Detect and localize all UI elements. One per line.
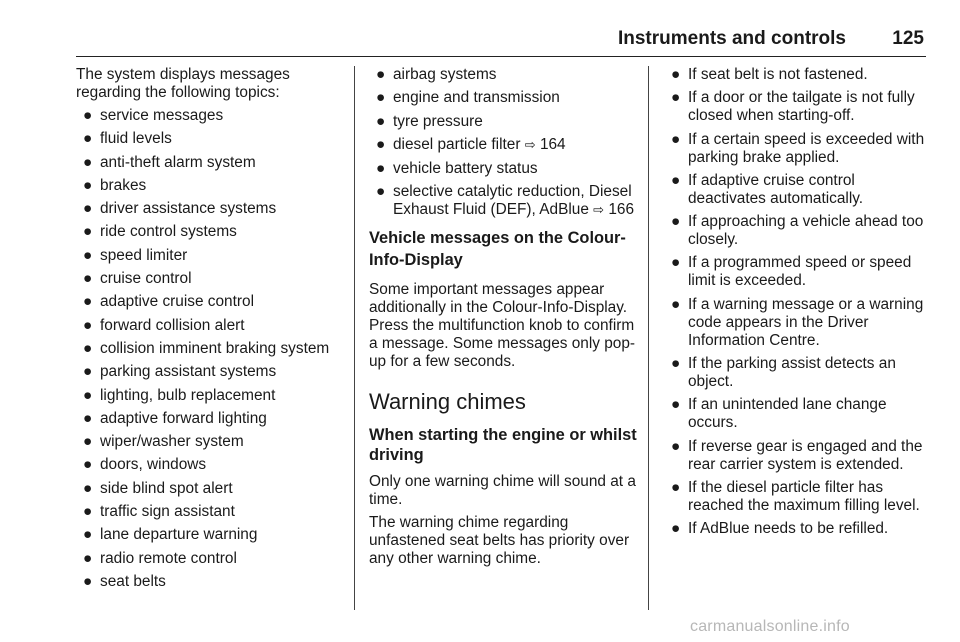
bullet-icon: ●: [83, 176, 93, 194]
list-item: ● selective catalytic reduction, Diesel Exhaust Fluid (DEF), AdBlue ⇨ 166: [376, 183, 635, 219]
chime-conditions-list: [664, 66, 932, 538]
list-item: ● doors, windows: [83, 456, 207, 474]
page-ref-link[interactable]: 164: [539, 135, 566, 153]
bullet-icon: ●: [671, 89, 681, 107]
bullet-icon: ●: [83, 339, 93, 357]
list-item: ● If seat belt is not fastened.: [671, 66, 868, 83]
list-item: ● If an unintended lane change occurs.: [671, 396, 887, 432]
list-item: ● If reverse gear is engaged and the rear carrier system is extended.: [671, 437, 923, 473]
bullet-icon: ●: [83, 456, 93, 474]
list-item: ● wiper/washer system: [83, 433, 244, 451]
bullet-icon: ●: [671, 213, 681, 231]
bullet-icon: ●: [83, 153, 93, 171]
bullet-icon: ●: [671, 478, 681, 496]
list-item: ● brakes: [83, 176, 147, 194]
bullet-icon: ●: [671, 295, 681, 313]
column-1: [76, 66, 344, 596]
bullet-icon: ●: [671, 254, 681, 272]
bullet-icon: ●: [376, 89, 386, 107]
list-item: ● parking assistant systems: [83, 363, 277, 381]
header-title: Instruments and controls: [617, 28, 846, 49]
bullet-icon: ●: [83, 246, 93, 264]
bullet-icon: ●: [83, 479, 93, 497]
chime-paragraph-1: Only one warning chime will sound at a time.: [369, 473, 636, 509]
list-item: ● traffic sign assistant: [83, 503, 235, 521]
list-item: ● side blind spot alert: [83, 479, 233, 497]
list-item: ● cruise control: [83, 270, 192, 288]
page-ref-arrow-icon: ⇨: [593, 203, 605, 219]
bullet-icon: ●: [376, 66, 386, 83]
bullet-icon: ●: [376, 112, 386, 130]
bullet-icon: ●: [83, 433, 93, 451]
page-ref-arrow-icon: ⇨: [524, 137, 536, 153]
list-item: ● If AdBlue needs to be refilled.: [671, 520, 889, 538]
bullet-icon: ●: [83, 107, 93, 124]
section-heading-warning-chimes: Warning chimes: [369, 389, 526, 415]
page-ref-link[interactable]: 166: [608, 201, 635, 219]
list-item: ● anti-theft alarm system: [83, 153, 256, 171]
list-item: ● forward collision alert: [83, 316, 245, 334]
bullet-icon: ●: [671, 66, 681, 83]
list-item: ● airbag systems: [376, 66, 497, 83]
list-item: ● If adaptive cruise control deactivates automatically.: [671, 171, 864, 207]
list-item: ● adaptive forward lighting: [83, 409, 267, 427]
list-item: ● diesel particle filter ⇨ 164: [376, 135, 566, 153]
intro-paragraph: The system displays messages regarding the following topics:: [76, 66, 290, 101]
column-divider: [354, 66, 355, 610]
bullet-icon: ●: [83, 503, 93, 521]
column-divider: [648, 66, 649, 610]
topics-list-continued: [369, 66, 637, 220]
bullet-icon: ●: [83, 363, 93, 381]
list-item: ● ride control systems: [83, 223, 237, 241]
bullet-icon: ●: [83, 409, 93, 427]
colour-info-paragraph: Some important messages appear additionally in the Colour-Info-Display. Press the multifunction knob to confirm a message. Some messages only pop-up for a few seconds.: [369, 281, 636, 371]
list-item: ● adaptive cruise control: [83, 293, 254, 311]
list-item: ● seat belts: [83, 572, 166, 590]
bullet-icon: ●: [83, 200, 93, 218]
page-header: [76, 22, 926, 57]
bullet-icon: ●: [83, 223, 93, 241]
bullet-icon: ●: [671, 437, 681, 455]
list-item: ● If a programmed speed or speed limit is exceeded.: [671, 254, 912, 290]
watermark: carmanualsonline.info: [690, 618, 850, 635]
list-item: ● lighting, bulb replacement: [83, 386, 276, 404]
list-item: ● If approaching a vehicle ahead too closely.: [671, 213, 924, 249]
list-item: ● fluid levels: [83, 130, 172, 148]
bullet-icon: ●: [671, 171, 681, 189]
bullet-icon: ●: [671, 520, 681, 538]
bullet-icon: ●: [671, 355, 681, 373]
subheading-starting-engine: When starting the engine or whilst driving: [369, 426, 637, 465]
bullet-icon: ●: [83, 316, 93, 334]
bullet-icon: ●: [376, 135, 386, 153]
topics-list: [76, 107, 344, 591]
list-item: ● radio remote control: [83, 549, 237, 567]
list-item: ● driver assistance systems: [83, 200, 277, 218]
bullet-icon: ●: [376, 183, 386, 201]
list-item: ● collision imminent braking system: [83, 339, 330, 357]
list-item: ● If a door or the tailgate is not fully closed when starting-off.: [671, 89, 915, 125]
bullet-icon: ●: [83, 293, 93, 311]
bullet-icon: ●: [671, 130, 681, 148]
list-item: ● speed limiter: [83, 246, 188, 264]
bullet-icon: ●: [83, 526, 93, 544]
list-item: ● If a warning message or a warning code appears in the Driver Information Centre.: [671, 295, 924, 349]
list-item: ● If the diesel particle filter has reached the maximum filling level.: [671, 478, 920, 514]
bullet-icon: ●: [83, 549, 93, 567]
bullet-icon: ●: [83, 572, 93, 590]
bullet-icon: ●: [671, 396, 681, 414]
list-item: ● service messages: [83, 107, 224, 124]
bullet-icon: ●: [83, 130, 93, 148]
bullet-icon: ●: [83, 386, 93, 404]
subheading-colour-info-display: Vehicle messages on the Colour-Info-Display: [369, 229, 626, 270]
list-item: ● tyre pressure: [376, 112, 483, 130]
column-2: [369, 66, 637, 573]
list-item: ● If a certain speed is exceeded with parking brake applied.: [671, 130, 925, 166]
page-number: 125: [892, 28, 924, 49]
bullet-icon: ●: [376, 160, 386, 178]
list-item: ● If the parking assist detects an object.: [671, 355, 896, 391]
column-3: [664, 66, 932, 544]
chime-paragraph-2: The warning chime regarding unfastened seat belts has priority over any other warning chime.: [369, 514, 630, 568]
list-item: ● vehicle battery status: [376, 160, 538, 178]
list-item: ● engine and transmission: [376, 89, 560, 107]
list-item: ● lane departure warning: [83, 526, 258, 544]
bullet-icon: ●: [83, 270, 93, 288]
